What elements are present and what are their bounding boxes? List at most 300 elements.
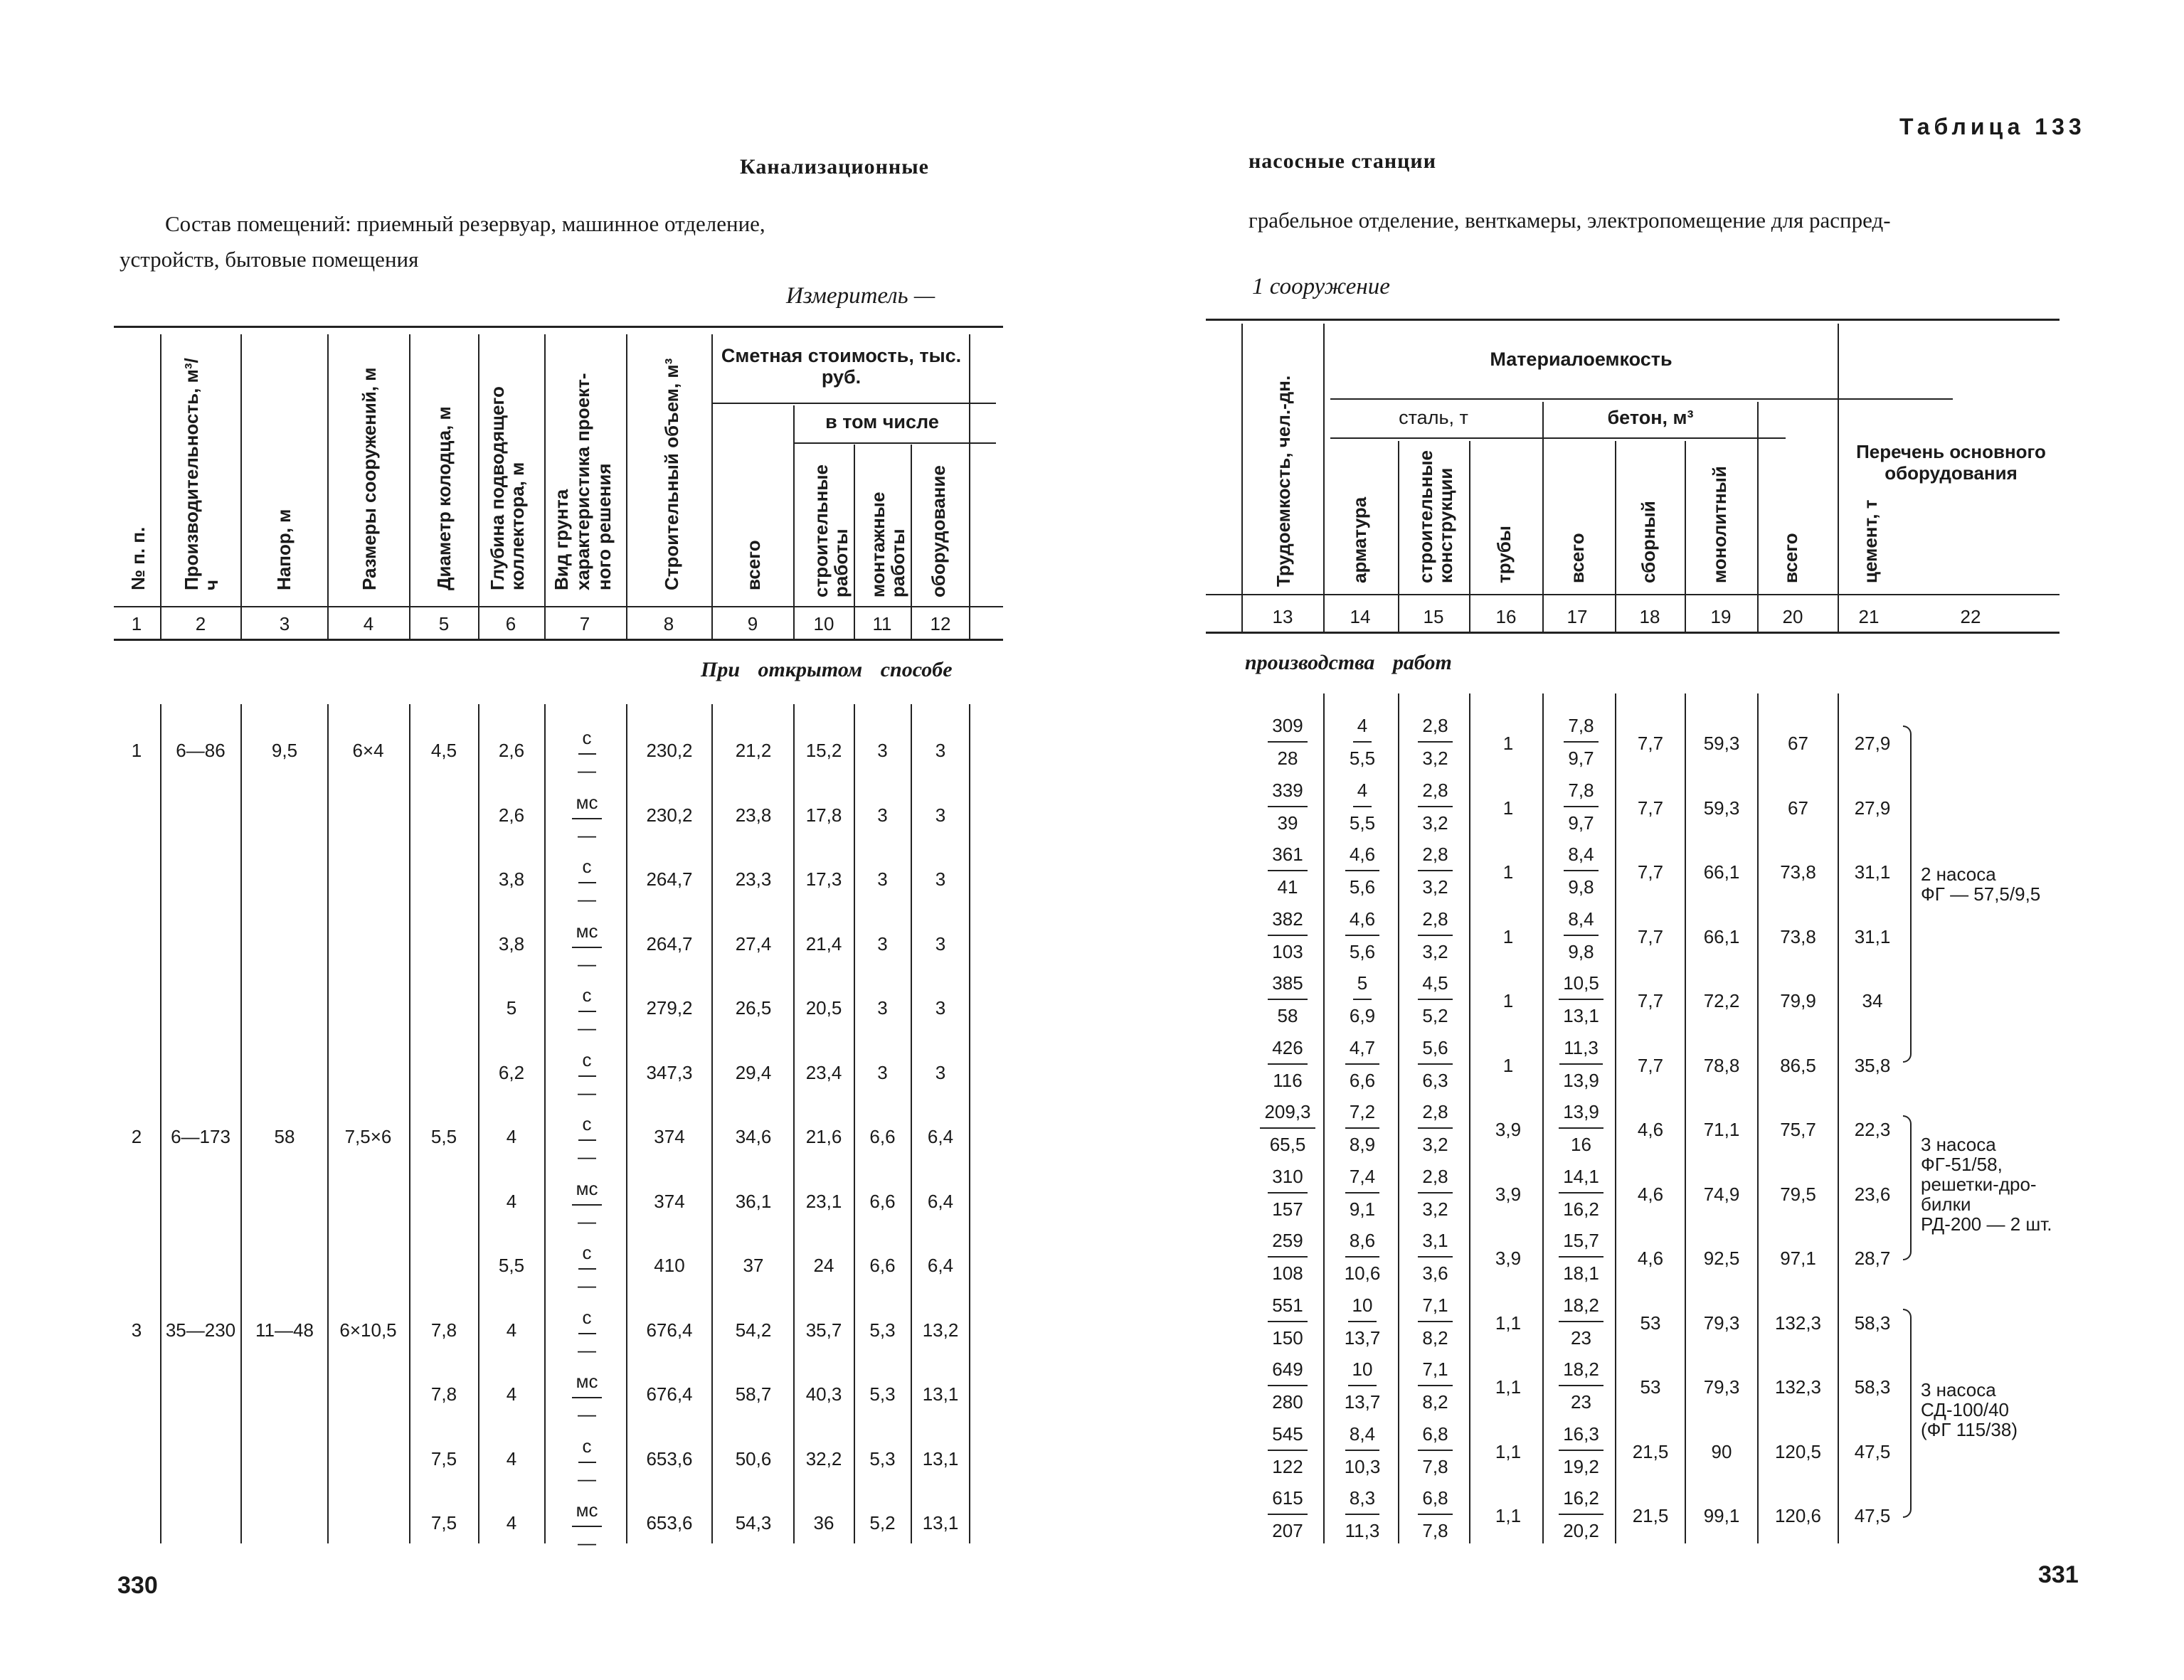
cell-size: 7,5×6 — [344, 1126, 392, 1147]
equip-2-line3: решетки-дро- — [1921, 1174, 2037, 1195]
cell-st — [1551, 1482, 1611, 1546]
soil-code: с — [578, 1044, 596, 1077]
sk-top: 3,1 — [1418, 1225, 1452, 1258]
st-top: 13,9 — [1559, 1096, 1603, 1129]
r-sub-rule — [1330, 437, 1786, 439]
arm-top: 5 — [1353, 967, 1372, 1000]
cell-total: 34,6 — [735, 1126, 772, 1147]
lab-bottom: 116 — [1273, 1069, 1303, 1091]
cell-soil: мс — — [562, 787, 612, 851]
vline-b1 — [160, 704, 161, 1543]
cell-lab — [1256, 1096, 1320, 1160]
cell-build: 21,6 — [805, 1126, 842, 1147]
cell-ct: 97,1 — [1780, 1248, 1816, 1269]
lab-top: 649 — [1268, 1354, 1307, 1386]
hdr-c20: всего — [1780, 533, 1801, 583]
cell-pipes: 1 — [1502, 861, 1514, 883]
cell-soil: мс — — [562, 1366, 612, 1430]
page-number-right: 331 — [2038, 1561, 2079, 1588]
cell-equip: 13,1 — [922, 1447, 959, 1469]
sk-top: 5,6 — [1418, 1032, 1452, 1065]
sk-top: 2,8 — [1418, 903, 1452, 936]
st-bottom: 16,2 — [1563, 1198, 1599, 1220]
sk-bottom: 3,2 — [1422, 1198, 1448, 1220]
cell-cem: 34 — [1862, 990, 1883, 1011]
st-bottom: 18,1 — [1563, 1262, 1599, 1284]
equip-2-line1: 3 насоса — [1921, 1134, 1996, 1155]
cell-vol: 347,3 — [646, 1061, 693, 1083]
method-cont: производства работ — [1245, 651, 1452, 674]
sk-bottom: 8,2 — [1422, 1327, 1448, 1349]
vline-h6 — [544, 334, 546, 639]
cell-mon: 66,1 — [1703, 861, 1740, 883]
hdr-c10: строительные работы — [810, 464, 852, 597]
cell-pipes: 1 — [1502, 1054, 1514, 1076]
st-bottom: 23 — [1571, 1327, 1591, 1349]
r-header-rule — [1206, 594, 2060, 595]
st-bottom: 16 — [1571, 1134, 1591, 1155]
cell-total: 50,6 — [735, 1447, 772, 1469]
cell-vol: 410 — [654, 1255, 685, 1276]
cell-equip: 6,4 — [927, 1190, 954, 1212]
arm-bottom: 5,6 — [1349, 940, 1376, 962]
st-top: 15,7 — [1559, 1225, 1603, 1258]
colnum-7: 7 — [579, 613, 590, 634]
arm-top: 4,6 — [1345, 903, 1379, 936]
cell-sb: 53 — [1640, 1312, 1661, 1334]
cell-mon: 66,1 — [1703, 925, 1740, 947]
cell-equip: 13,1 — [922, 1512, 959, 1533]
cell-sb: 7,7 — [1637, 797, 1664, 819]
arm-top: 4,7 — [1345, 1032, 1379, 1065]
cell-sk — [1405, 1354, 1465, 1418]
cell-equip: 3 — [935, 932, 946, 955]
cell-soil: с — — [562, 1044, 612, 1108]
cell-pipes: 3,9 — [1495, 1248, 1522, 1269]
cell-st — [1551, 1290, 1611, 1354]
arm-top: 7,4 — [1345, 1161, 1379, 1193]
cell-total: 27,4 — [735, 932, 772, 955]
lab-top: 209,3 — [1260, 1096, 1315, 1129]
cell-soil: мс — — [562, 1494, 612, 1558]
cell-build: 35,7 — [805, 1319, 842, 1341]
cell-ct: 73,8 — [1780, 925, 1816, 947]
equip-3-line2: СД-100/40 — [1921, 1399, 2009, 1420]
hdr-c11: монтажные работы — [867, 491, 908, 597]
cell-q: 35—230 — [165, 1319, 236, 1341]
cell-sk — [1405, 1225, 1465, 1289]
hdr-cost: Сметная стоимость, тыс. руб. — [721, 345, 962, 388]
equipment-group-1 — [1921, 864, 2040, 904]
hdr-mat: Материалоемкость — [1490, 349, 1673, 370]
cell-mon: 74,9 — [1703, 1183, 1740, 1205]
cell-total: 54,2 — [735, 1319, 772, 1341]
cell-total: 26,5 — [735, 997, 772, 1019]
sk-bottom: 3,2 — [1422, 876, 1448, 898]
cell-ct: 132,3 — [1774, 1312, 1822, 1334]
equip-1-line1: 2 насоса — [1921, 863, 1996, 885]
composition-line-2: устройств, бытовые помещения — [120, 247, 419, 272]
vline-h4 — [409, 334, 410, 639]
meter-label: Измеритель — — [786, 283, 935, 309]
cell-depth: 3,8 — [498, 932, 525, 955]
cell-lab — [1256, 903, 1320, 967]
hdr-c16: трубы — [1493, 526, 1515, 583]
cell-sk — [1405, 710, 1465, 774]
r-mat-rule — [1330, 398, 1953, 400]
cell-build: 15,2 — [805, 740, 842, 761]
colnum-4: 4 — [363, 613, 374, 634]
brace-group-3 — [1903, 1309, 1912, 1518]
vline-b4 — [409, 704, 410, 1543]
cell-ct: 67 — [1788, 733, 1808, 754]
cell-arm — [1330, 1418, 1394, 1482]
cell-soil: с — — [562, 722, 612, 786]
colnum-1: 1 — [131, 613, 142, 634]
header-rule — [114, 606, 1003, 607]
cell-d: 7,5 — [430, 1512, 457, 1533]
cell-st — [1551, 1354, 1611, 1418]
cell-vol: 653,6 — [646, 1512, 693, 1533]
hdr-concrete: бетон, м³ — [1607, 407, 1694, 428]
soil-code: с — [578, 979, 596, 1012]
arm-bottom: 13,7 — [1344, 1327, 1381, 1349]
sk-top: 7,1 — [1418, 1354, 1452, 1386]
sk-top: 4,5 — [1418, 967, 1452, 1000]
sk-bottom: 3,2 — [1422, 812, 1448, 834]
cell-build: 24 — [813, 1255, 834, 1276]
cell-arm — [1330, 710, 1394, 774]
colnum-22: 22 — [1960, 606, 1981, 627]
composition-line-right: грабельное отделение, венткамеры, электропомещение для распред- — [1249, 208, 1891, 233]
page-number-left: 330 — [117, 1572, 158, 1599]
hdr-c14: арматура — [1349, 496, 1370, 583]
cell-sk — [1405, 967, 1465, 1031]
cell-mount: 3 — [877, 868, 888, 890]
cell-arm — [1330, 775, 1394, 839]
r-vb1 — [1323, 693, 1325, 1543]
st-top: 14,1 — [1559, 1161, 1603, 1193]
cell-depth: 5,5 — [498, 1255, 525, 1276]
sk-bottom: 3,6 — [1422, 1262, 1448, 1284]
cell-arm — [1330, 1354, 1394, 1418]
cell-mon: 79,3 — [1703, 1312, 1740, 1334]
cell-lab — [1256, 1354, 1320, 1418]
soil-code: с — [578, 851, 596, 883]
cell-arm — [1330, 1096, 1394, 1160]
colnum-10: 10 — [813, 613, 834, 634]
cell-soil: с — — [562, 1237, 612, 1301]
arm-top: 10 — [1348, 1290, 1377, 1322]
cell-cem: 22,3 — [1854, 1119, 1891, 1140]
cost-rule — [711, 403, 996, 404]
hdr-c15: строительные конструкции — [1415, 450, 1456, 583]
sk-bottom: 7,8 — [1422, 1455, 1448, 1477]
cell-h: 9,5 — [271, 740, 298, 761]
left-title: Канализационные — [740, 155, 929, 179]
cell-depth: 2,6 — [498, 804, 525, 826]
method-label: При открытом способе — [701, 658, 953, 681]
lab-top: 551 — [1268, 1290, 1307, 1322]
cell-h: 11—48 — [255, 1319, 314, 1341]
cell-soil: с — — [562, 851, 612, 915]
arm-bottom: 6,9 — [1349, 1005, 1376, 1026]
cell-mon: 72,2 — [1703, 990, 1740, 1011]
vline-b9 — [793, 704, 795, 1543]
cell-pipes: 1,1 — [1495, 1312, 1522, 1334]
cell-sb: 7,7 — [1637, 861, 1664, 883]
cell-soil: мс — — [562, 915, 612, 979]
sk-top: 2,8 — [1418, 775, 1452, 807]
cell-sk — [1405, 1161, 1465, 1225]
cell-equip: 3 — [935, 740, 946, 761]
cell-mon: 99,1 — [1703, 1505, 1740, 1526]
cell-build: 23,4 — [805, 1061, 842, 1083]
sk-bottom: 5,2 — [1422, 1005, 1448, 1026]
lab-bottom: 207 — [1272, 1520, 1303, 1541]
lab-top: 615 — [1268, 1482, 1307, 1515]
lab-bottom: 157 — [1272, 1198, 1303, 1220]
hdr-c7a: Вид грунта — [551, 489, 572, 590]
cell-size: 6×4 — [352, 740, 384, 761]
cell-build: 20,5 — [805, 997, 842, 1019]
cell-d: 5,5 — [430, 1126, 457, 1147]
cell-sb: 53 — [1640, 1376, 1661, 1398]
soil-code: с — [578, 1302, 596, 1334]
cell-sb: 7,7 — [1637, 1054, 1664, 1076]
equip-2-line5: РД-200 — 2 шт. — [1921, 1213, 2052, 1235]
st-bottom: 13,1 — [1563, 1005, 1599, 1026]
cell-sb: 4,6 — [1637, 1248, 1664, 1269]
colnum-19: 19 — [1710, 606, 1732, 627]
st-top: 16,3 — [1559, 1418, 1603, 1451]
cell-sb: 4,6 — [1637, 1119, 1664, 1140]
cell-cem: 23,6 — [1854, 1183, 1891, 1205]
r-vh4 — [1542, 402, 1544, 632]
cell-lab — [1256, 1482, 1320, 1546]
cell-sk — [1405, 839, 1465, 903]
cell-equip: 3 — [935, 997, 946, 1019]
r-vh1 — [1323, 324, 1325, 632]
cell-d: 7,8 — [430, 1319, 457, 1341]
st-bottom: 9,8 — [1568, 940, 1594, 962]
vline-b5 — [478, 704, 479, 1543]
cell-ct: 73,8 — [1780, 861, 1816, 883]
cell-depth: 4 — [506, 1190, 517, 1212]
sk-top: 7,1 — [1418, 1290, 1452, 1322]
sk-bottom: 8,2 — [1422, 1391, 1448, 1413]
cell-n: 1 — [131, 740, 142, 761]
cell-total: 36,1 — [735, 1190, 772, 1212]
cell-cem: 35,8 — [1854, 1054, 1891, 1076]
colnum-12: 12 — [930, 613, 951, 634]
cell-total: 23,8 — [735, 804, 772, 826]
cell-cem: 28,7 — [1854, 1248, 1891, 1269]
lab-bottom: 108 — [1272, 1262, 1303, 1284]
cell-d: 4,5 — [430, 740, 457, 761]
cell-sb: 21,5 — [1632, 1440, 1669, 1462]
arm-bottom: 6,6 — [1349, 1069, 1376, 1091]
cell-mon: 90 — [1711, 1440, 1732, 1462]
cell-st — [1551, 775, 1611, 839]
cell-build: 36 — [813, 1512, 834, 1533]
cell-mount: 6,6 — [869, 1190, 896, 1212]
brace-group-2 — [1903, 1115, 1912, 1260]
lab-bottom: 103 — [1272, 940, 1303, 962]
colnum-20: 20 — [1782, 606, 1803, 627]
hdr-c18: сборный — [1638, 501, 1659, 583]
colnum-16: 16 — [1495, 606, 1517, 627]
equip-2-line2: ФГ-51/58, — [1921, 1154, 2003, 1175]
hdr-c13: Трудоемкость, чел.-дн. — [1273, 375, 1294, 587]
arm-bottom: 9,1 — [1349, 1198, 1376, 1220]
arm-bottom: 11,3 — [1345, 1520, 1380, 1541]
r-vb7 — [1757, 693, 1759, 1543]
sk-top: 2,8 — [1418, 1161, 1452, 1193]
st-bottom: 13,9 — [1563, 1069, 1599, 1091]
lab-top: 309 — [1268, 710, 1307, 743]
cell-arm — [1330, 1290, 1394, 1354]
r-vb8 — [1838, 693, 1839, 1543]
lab-top: 259 — [1268, 1225, 1307, 1258]
colnum-6: 6 — [505, 613, 516, 634]
composition-line-1: Состав помещений: приемный резервуар, машинное отделение, — [165, 211, 765, 236]
r-vh7 — [1757, 402, 1759, 632]
colnum-11: 11 — [872, 613, 892, 634]
arm-top: 4,6 — [1345, 839, 1379, 871]
colnum-3: 3 — [279, 613, 290, 634]
cell-q: 6—86 — [176, 740, 226, 761]
cell-pipes: 1,1 — [1495, 1376, 1522, 1398]
cell-vol: 653,6 — [646, 1447, 693, 1469]
cell-arm — [1330, 839, 1394, 903]
lab-bottom: 280 — [1272, 1391, 1303, 1413]
colnum-13: 13 — [1272, 606, 1293, 627]
cell-mount: 3 — [877, 740, 888, 761]
arm-bottom: 10,6 — [1344, 1262, 1381, 1284]
hdr-c9: всего — [743, 540, 764, 590]
cell-q: 6—173 — [171, 1126, 230, 1147]
cell-soil: мс — — [562, 1173, 612, 1237]
lab-top: 426 — [1268, 1032, 1307, 1065]
incl-rule — [793, 442, 996, 444]
st-top: 18,2 — [1559, 1354, 1603, 1386]
r-top-rule — [1206, 319, 2060, 321]
lab-bottom: 39 — [1277, 812, 1298, 834]
cell-depth: 4 — [506, 1383, 517, 1405]
arm-top: 8,3 — [1345, 1482, 1379, 1515]
cell-st — [1551, 903, 1611, 967]
cell-equip: 13,2 — [922, 1319, 959, 1341]
r-vh8 — [1838, 324, 1839, 632]
cell-mount: 3 — [877, 804, 888, 826]
cell-lab — [1256, 775, 1320, 839]
colnum-17: 17 — [1567, 606, 1588, 627]
hdr-c7c: ного решения — [593, 463, 615, 590]
vline-b11 — [911, 704, 912, 1543]
cell-arm — [1330, 1161, 1394, 1225]
cell-depth: 4 — [506, 1319, 517, 1341]
cell-soil: с — — [562, 1302, 612, 1366]
arm-bottom: 8,9 — [1349, 1134, 1376, 1155]
r-vh0 — [1241, 324, 1243, 632]
cell-equip: 6,4 — [927, 1126, 954, 1147]
cell-arm — [1330, 903, 1394, 967]
vline-h5 — [478, 334, 479, 639]
r-vh5 — [1615, 441, 1616, 632]
vline-h3 — [327, 334, 329, 639]
brace-group-1 — [1903, 725, 1912, 1063]
cell-total: 58,7 — [735, 1383, 772, 1405]
r-vh6 — [1685, 441, 1686, 632]
arm-top: 8,6 — [1345, 1225, 1379, 1258]
cell-lab — [1256, 839, 1320, 903]
vline-h1 — [160, 334, 161, 639]
colnum-8: 8 — [663, 613, 674, 634]
cell-arm — [1330, 1032, 1394, 1096]
right-title: насосные станции — [1249, 149, 1436, 173]
lab-top: 310 — [1268, 1161, 1307, 1193]
cell-total: 23,3 — [735, 868, 772, 890]
sk-bottom: 7,8 — [1422, 1520, 1448, 1541]
cell-cem: 31,1 — [1854, 925, 1891, 947]
hdr-c1: № п. п. — [127, 526, 149, 590]
cell-st — [1551, 1225, 1611, 1289]
soil-code: с — [578, 1237, 596, 1270]
cell-mount: 3 — [877, 1061, 888, 1083]
soil-code: мс — [572, 1494, 603, 1527]
cell-mount: 6,6 — [869, 1255, 896, 1276]
cell-sb: 7,7 — [1637, 733, 1664, 754]
st-top: 7,8 — [1564, 775, 1598, 807]
lab-top: 361 — [1268, 839, 1307, 871]
vline-h7 — [626, 334, 627, 639]
sk-bottom: 3,2 — [1422, 1134, 1448, 1155]
cell-vol: 264,7 — [646, 932, 693, 955]
lab-bottom: 41 — [1277, 876, 1298, 898]
cell-st — [1551, 1161, 1611, 1225]
r-vb3 — [1469, 693, 1470, 1543]
soil-code: с — [578, 722, 596, 755]
st-bottom: 9,8 — [1568, 876, 1594, 898]
r-vh3 — [1469, 441, 1470, 632]
cell-build: 17,8 — [805, 804, 842, 826]
table-top-rule — [114, 326, 1003, 328]
arm-top: 10 — [1348, 1354, 1377, 1386]
lab-bottom: 65,5 — [1269, 1134, 1306, 1155]
cell-sk — [1405, 1482, 1465, 1546]
cell-sk — [1405, 775, 1465, 839]
cell-st — [1551, 1032, 1611, 1096]
lab-top: 382 — [1268, 903, 1307, 936]
hdr-c22: Перечень основного оборудования — [1856, 441, 2046, 484]
cell-lab — [1256, 1032, 1320, 1096]
cell-lab — [1256, 967, 1320, 1031]
cell-mount: 5,2 — [869, 1512, 896, 1533]
cell-st — [1551, 839, 1611, 903]
hdr-incl: в том числе — [825, 411, 939, 432]
cell-pipes: 3,9 — [1495, 1119, 1522, 1140]
st-top: 8,4 — [1564, 903, 1598, 936]
soil-code: мс — [572, 1173, 603, 1206]
cell-equip: 3 — [935, 1061, 946, 1083]
cell-mon: 78,8 — [1703, 1054, 1740, 1076]
cell-size: 6×10,5 — [339, 1319, 397, 1341]
cell-depth: 3,8 — [498, 868, 525, 890]
cell-lab — [1256, 1418, 1320, 1482]
r-vb4 — [1542, 693, 1544, 1543]
st-bottom: 20,2 — [1563, 1520, 1599, 1541]
